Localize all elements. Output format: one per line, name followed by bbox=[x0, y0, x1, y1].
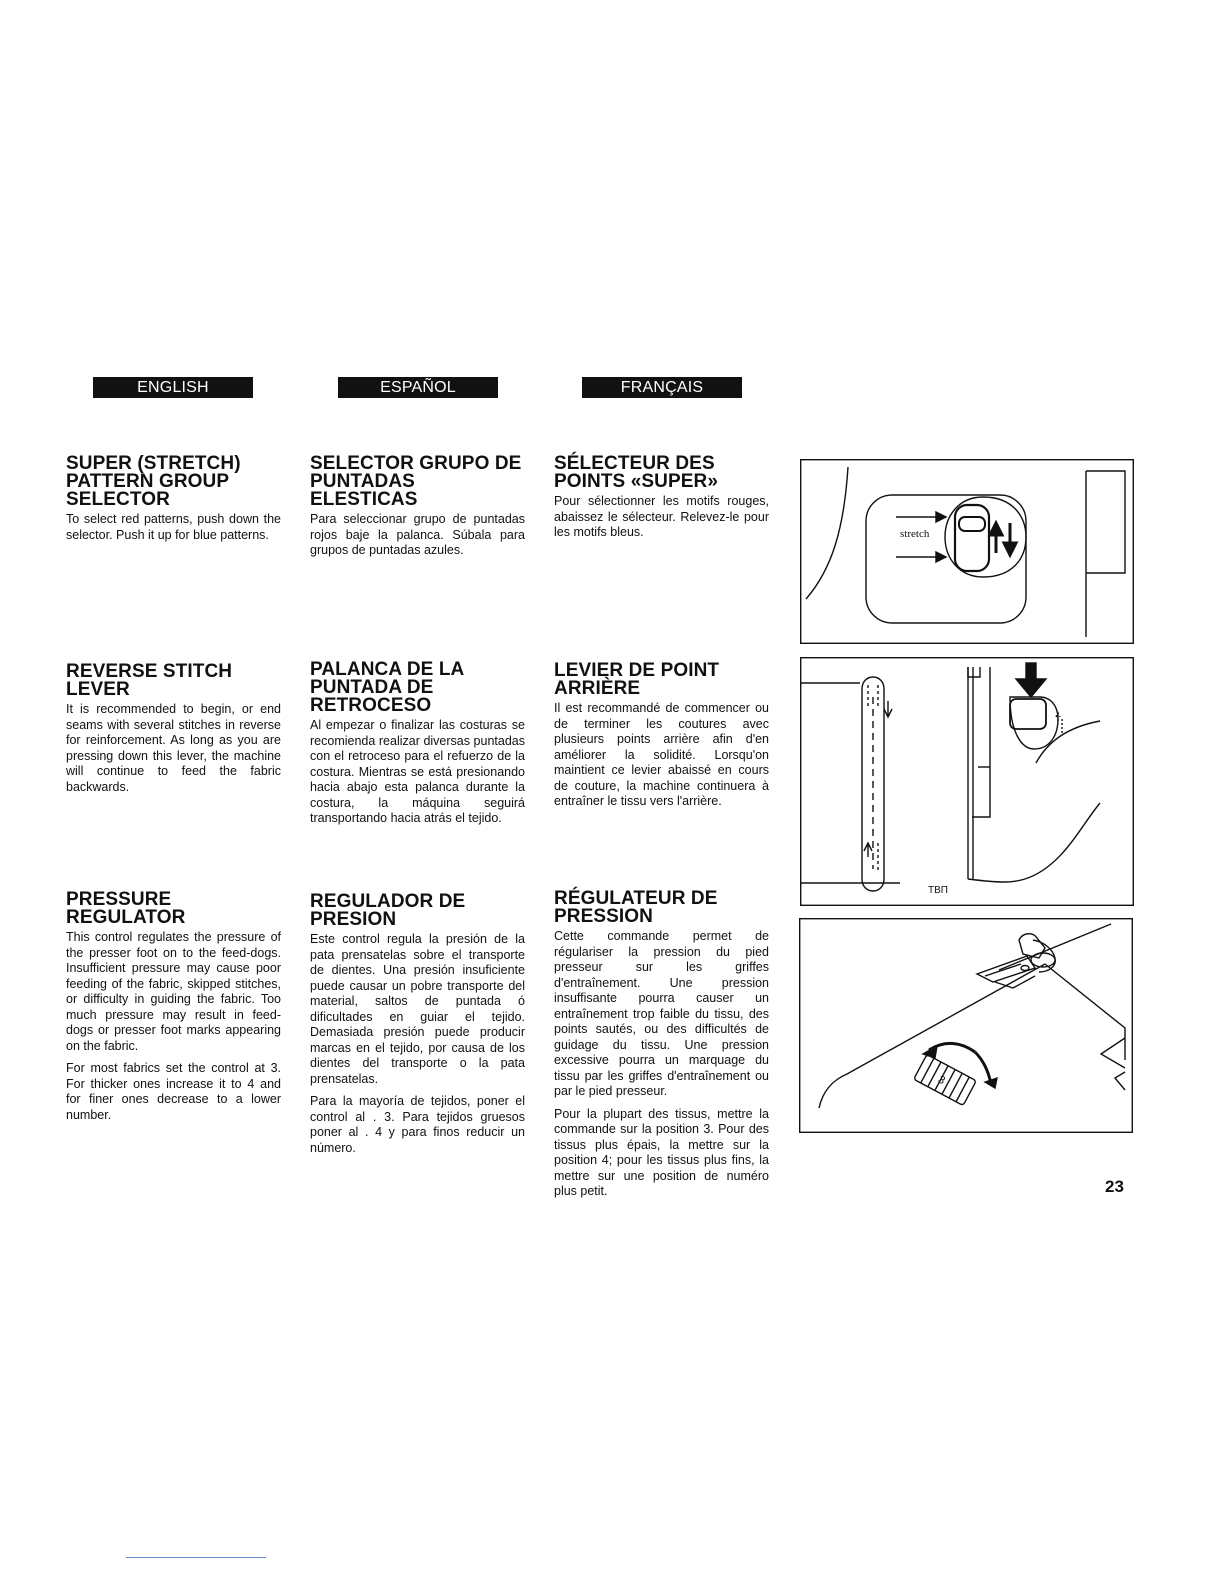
spanish-reverse-text: Al empezar o finalizar las costuras se recomienda realizar diversas puntadas con el retroceso para el refuerzo de la costura. Mientras se está presionando hacia abajo esta palanca durante la costura, la máquina seguirá transportando hacia atrás el tejido. bbox=[310, 718, 525, 825]
english-reverse-section bbox=[66, 663, 281, 802]
french-pressure-title: RÉGULATEUR DE PRESSION bbox=[554, 888, 718, 927]
spanish-pressure-section bbox=[310, 893, 525, 1163]
tab-french: FRANÇAIS bbox=[582, 377, 742, 398]
french-pressure-text-1: Cette commande permet de régulariser la pression du pied presseur sur les griffes d'entraînement. Une pression insuffisante pourra causer un entraînement trop faible du tissu, des points sautés, ou des difficultés de guidage du tissu. Une pression excessive pourra un marquage du tissu par les griffes d'entraînement ou par le pied presseur. bbox=[554, 929, 769, 1098]
bottom-rule bbox=[126, 1557, 266, 1558]
english-pressure-text-1: This control regulates the pressure of the presser foot on to the feed-dogs. Insufficient pressure may cause poor feeding of the fabric, skipped stitches, or difficulty in guiding the fabric. Too much pressure may result in feed-dogs or presser foot marks appearing on the fabric. bbox=[66, 930, 281, 1053]
english-pressure-text-2: For most fabrics set the control at 3. For thicker ones increase it to 4 and for finer ones decrease to a lower number. bbox=[66, 1061, 281, 1122]
english-reverse-title: REVERSE STITCH LEVER bbox=[66, 661, 233, 700]
french-stretch-section bbox=[554, 455, 769, 548]
svg-text:ТВП: ТВП bbox=[928, 885, 948, 896]
french-reverse-section bbox=[554, 662, 769, 817]
english-pressure-section bbox=[66, 891, 281, 1130]
pressure-regulator-figure bbox=[799, 918, 1133, 1133]
french-pressure-section bbox=[554, 890, 769, 1207]
french-pressure-text-2: Pour la plupart des tissus, mettre la commande sur la position 3. Pour des tissus plus épais, la mettre sur la position 4; pour les tissus plus fins, la mettre sur une position de numéro plus petit. bbox=[554, 1106, 769, 1198]
spanish-stretch-section bbox=[310, 455, 525, 566]
tab-english: ENGLISH bbox=[93, 377, 253, 398]
tab-spanish: ESPAÑOL bbox=[338, 377, 498, 398]
french-stretch-text: Pour sélectionner les motifs rouges, abaissez le sélecteur. Relevez-le pour les motifs bleus. bbox=[554, 494, 769, 539]
spanish-pressure-title: REGULADOR DE PRESION bbox=[310, 891, 466, 930]
spanish-reverse-title: PALANCA DE LA PUNTADA DE RETROCESO bbox=[310, 659, 464, 716]
english-stretch-section bbox=[66, 455, 281, 550]
stretch-figure-label: stretch bbox=[900, 528, 930, 540]
spanish-pressure-text-2: Para la mayoría de tejidos, poner el control al . 3. Para tejidos gruesos poner al . 4 y para finos reducir un número. bbox=[310, 1094, 525, 1155]
english-pressure-title: PRESSURE REGULATOR bbox=[66, 889, 186, 928]
spanish-reverse-section bbox=[310, 661, 525, 834]
english-stretch-text: To select red patterns, push down the selector. Push it up for blue patterns. bbox=[66, 512, 281, 542]
spanish-stretch-text: Para seleccionar grupo de puntadas rojos baje la palanca. Súbala para grupos de puntadas azules. bbox=[310, 512, 525, 557]
dial-number: 3 bbox=[935, 1073, 947, 1088]
stretch-selector-figure bbox=[800, 459, 1134, 644]
spanish-stretch-title: SELECTOR GRUPO DE PUNTADAS ELESTICAS bbox=[310, 453, 522, 510]
french-stretch-title: SÉLECTEUR DES POINTS «SUPER» bbox=[554, 453, 719, 492]
french-reverse-title: LEVIER DE POINT ARRIÈRE bbox=[554, 660, 720, 699]
spanish-pressure-text-1: Este control regula la presión de la pata prensatelas sobre el transporte de dientes. Una presión insuficiente puede causar un pobre transporte del material, saltos de puntada ó dificultades en guiar el tejido. Demasiada presión puede producir marcas en el tejido, por causa de los dientes del transporte o la pata prensatelas. bbox=[310, 932, 525, 1086]
french-reverse-text: Il est recommandé de commencer ou de terminer les coutures avec plusieurs points arrière afin d'en améliorer la solidité. Lorsqu'on maintient ce levier abaissé en cours de couture, la machine continuera à entraîner le tissu vers l'arrière. bbox=[554, 701, 769, 808]
page-number: 23 bbox=[1105, 1177, 1124, 1196]
english-stretch-title: SUPER (STRETCH) PATTERN GROUP SELECTOR bbox=[66, 453, 241, 510]
english-reverse-text: It is recommended to begin, or end seams with several stitches in reverse for reinforcement. As long as you are pressing down this lever, the machine will continue to feed the fabric backwards. bbox=[66, 702, 281, 794]
reverse-lever-figure bbox=[800, 657, 1134, 906]
